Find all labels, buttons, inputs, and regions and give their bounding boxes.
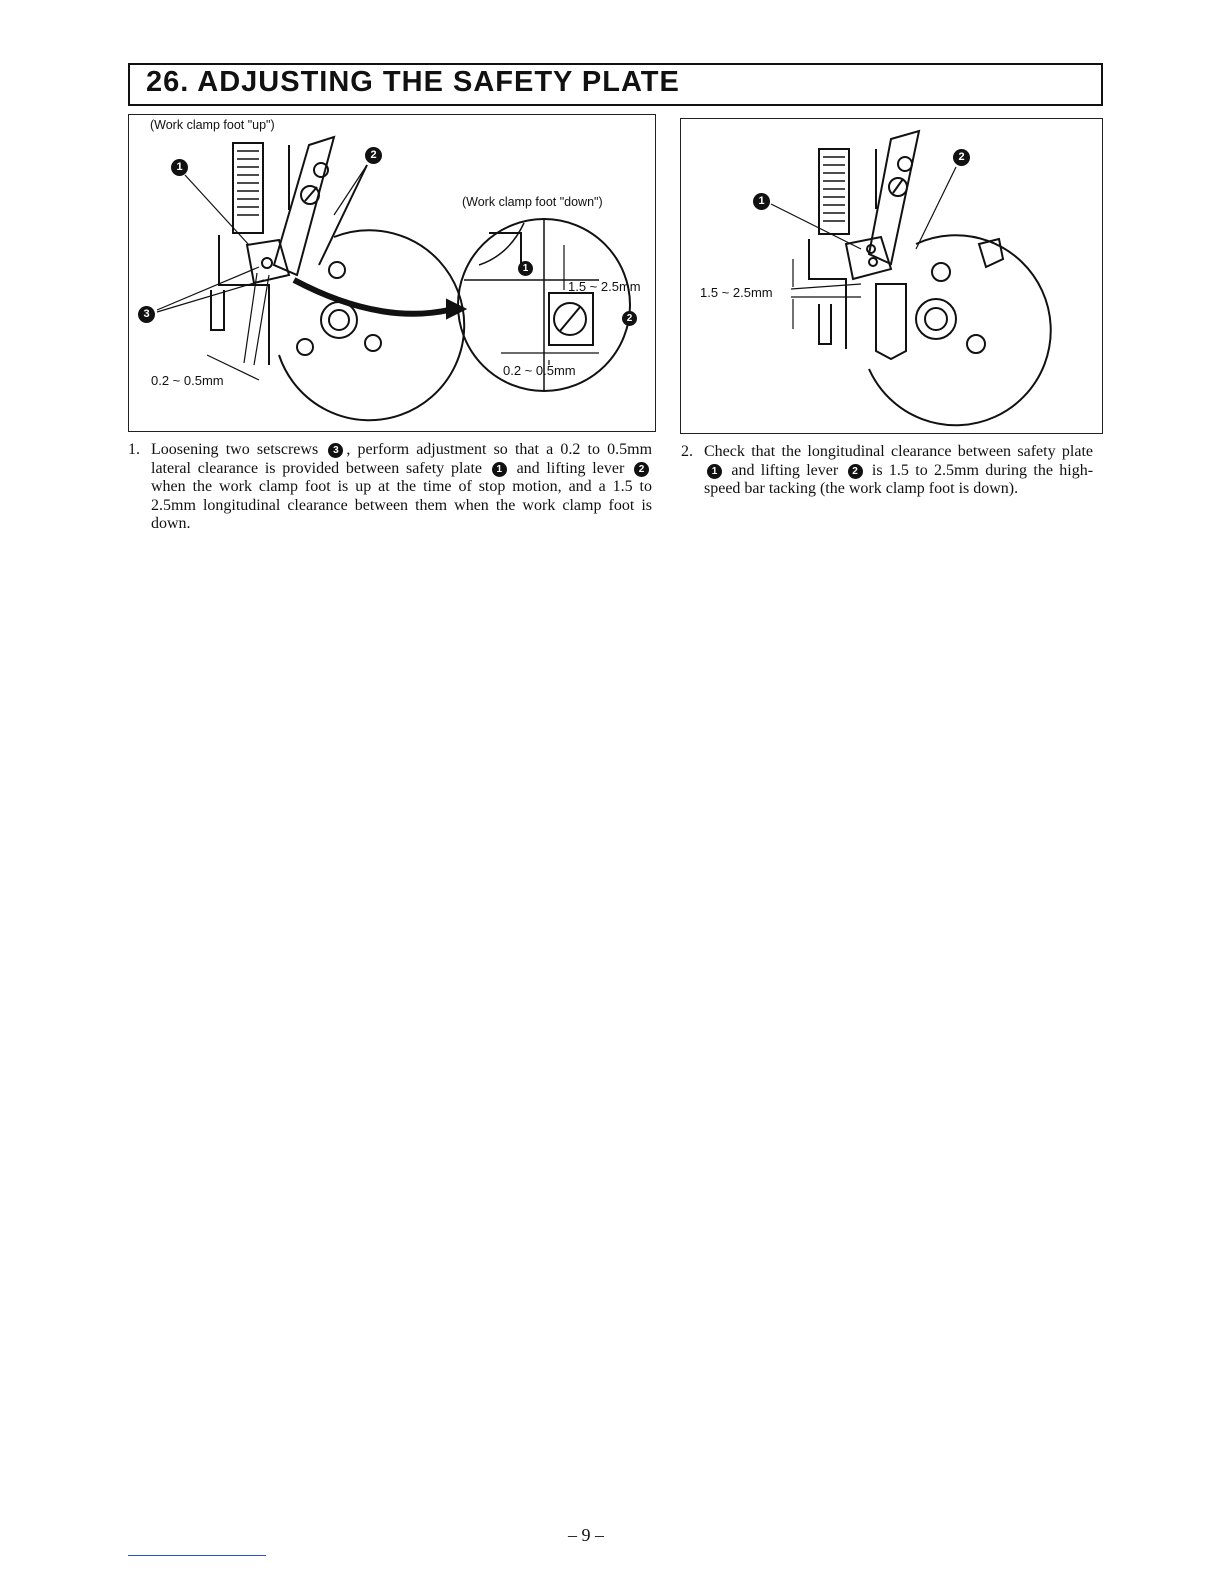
marker-setscrews: 3 [138,306,155,323]
mechanism-drawing-right [681,119,1104,435]
marker-safety-plate: 1 [171,159,188,176]
page-number: – 9 – [568,1525,604,1545]
section-title: 26. ADJUSTING THE SAFETY PLATE [146,66,680,98]
cam-outline [279,230,464,420]
figure-high-speed-tacking [680,118,1103,434]
dim-lateral-clearance: 0.2 ~ 0.5mm [151,373,224,388]
step-number: 1. [128,441,140,458]
detail-marker-lifting-lever: 2 [622,311,637,326]
step-number: 2. [681,443,693,460]
step-text-part: is 1.5 to 2.5mm during the high-speed bar tacking (the work clamp foot is down). [704,461,1094,497]
marker-lifting-lever: 2 [365,147,382,164]
dim-longitudinal-clearance: 1.5 ~ 2.5mm [700,285,773,300]
dim-lateral-detail: 0.2 ~ 0.5mm [503,363,576,378]
step-text [704,443,1093,499]
caption-work-clamp-up: (Work clamp foot "up") [150,118,275,132]
detail-marker-safety-plate: 1 [518,261,533,276]
section-header [128,63,1103,106]
ref-lifting-lever: 2 [634,462,649,477]
spring-housing [233,143,263,233]
dim-longitudinal-clearance: 1.5 ~ 2.5mm [568,279,641,294]
step-text [151,441,652,534]
marker-lifting-lever: 2 [953,149,970,166]
step-text-part: Loosening two setscrews [151,441,319,458]
marker-safety-plate: 1 [753,193,770,210]
figure-work-clamp-up-down [128,114,656,432]
step-text-part: and lifting lever [731,461,839,479]
instruction-step-1 [128,441,652,534]
ref-lifting-lever: 2 [848,464,863,479]
footer-link-underline[interactable] [128,1555,266,1556]
step-text-part: when the work clamp foot is up at the time of stop motion, and a 1.5 to 2.5mm longitudinal clearance between them when the work clamp foot is down. [151,478,652,532]
ref-setscrews: 3 [328,443,343,458]
ref-safety-plate: 1 [492,462,507,477]
ref-safety-plate: 1 [707,464,722,479]
step-text-part: , perform adjustment so that a 0.2 to 0.5mm lateral clearance is provided between safety plate [151,441,653,477]
caption-work-clamp-down: (Work clamp foot "down") [462,195,603,209]
step-text-part: and lifting lever [516,459,625,477]
step-text-part: Check that the longitudinal clearance between safety plate [704,443,1093,460]
instruction-step-2 [681,443,1093,499]
